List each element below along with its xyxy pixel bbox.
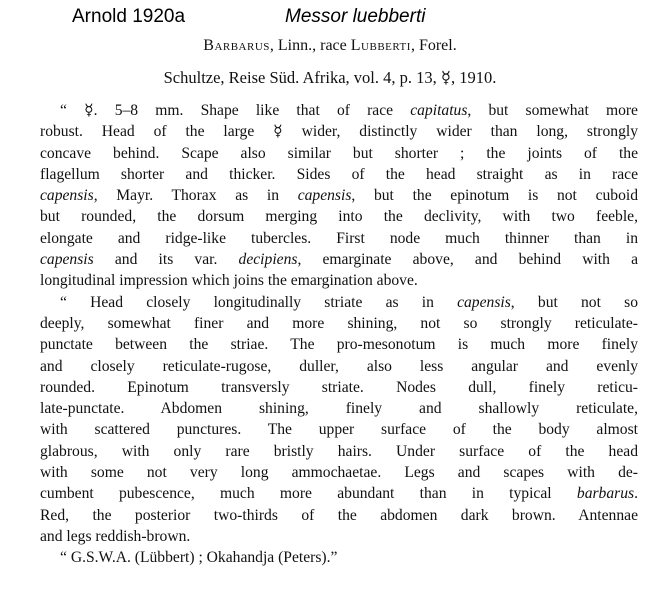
text-line: late-punctate. Abdomen shining, finely and shallowly reticulate, <box>40 400 638 418</box>
text-line: robust. Head of the large ☿ wider, distinctly wider than long, strongly <box>40 123 638 141</box>
text-line: but rounded, the dorsum merging into the declivity, with two feeble, <box>40 208 638 226</box>
text-line: and legs reddish-brown. <box>40 527 191 545</box>
text-line: glabrous, with only rare bristly hairs. Under surface of the head <box>40 442 638 460</box>
text-line: “ Head closely longitudinally striate as in capensis, but not so <box>60 293 639 311</box>
text-line: punctate between the striae. The pro-mesonotum is much more finely <box>40 336 638 354</box>
text-line: “ ☿. 5–8 mm. Shape like that of race capitatus, but somewhat more <box>60 102 638 119</box>
taxon-title-name: Lubberti <box>350 37 411 54</box>
text-line: with scattered punctures. The upper surface of the body almost <box>40 421 638 439</box>
paragraph-head-details <box>40 292 638 548</box>
text-line: rounded. Epinotum transversly striate. Nodes dull, finely reticu- <box>40 378 638 396</box>
text-line: and closely reticulate-rugose, duller, also less angular and evenly <box>40 357 638 375</box>
text-line: deeply, somewhat finer and more shining, not so strongly reticulate- <box>40 314 638 332</box>
text-line: with some not very long ammochaetae. Legs and scapes with de- <box>40 464 638 482</box>
taxon-title-prefix: Barbarus <box>203 37 270 54</box>
text-line: cumbent pubescence, much more abundant than in typical barbarus. <box>40 485 638 503</box>
text-line: capensis and its var. decipiens, emarginate above, and behind with a <box>40 251 638 269</box>
description-body <box>40 100 638 569</box>
taxon-title <box>0 37 660 55</box>
text-line: capensis, Mayr. Thorax as in capensis, but the epinotum is not cuboid <box>40 187 639 205</box>
text-line: “ G.S.W.A. (Lübbert) ; Okahandja (Peters).” <box>60 549 338 567</box>
citation-line: Schultze, Reise Süd. Afrika, vol. 4, p. 13, ☿, 1910. <box>163 68 497 87</box>
header-species-name: Messor luebberti <box>285 6 426 27</box>
header-reference: Arnold 1920a <box>72 6 186 27</box>
text-line: flagellum shorter and thicker. Sides of the head straight as in race <box>40 165 638 183</box>
text-line: longitudinal impression which joins the emargination above. <box>40 272 418 290</box>
paragraph-description <box>40 100 638 292</box>
paragraph-locality <box>40 547 638 568</box>
taxon-title-middle: , Linn., race <box>269 37 351 54</box>
text-line: concave behind. Scape also similar but shorter ; the joints of the <box>40 144 638 162</box>
text-line: Red, the posterior two-thirds of the abdomen dark brown. Antennae <box>40 506 638 524</box>
text-line: elongate and ridge-like tubercles. First node much thinner than in <box>40 229 638 247</box>
taxon-title-suffix: , Forel. <box>410 37 457 54</box>
